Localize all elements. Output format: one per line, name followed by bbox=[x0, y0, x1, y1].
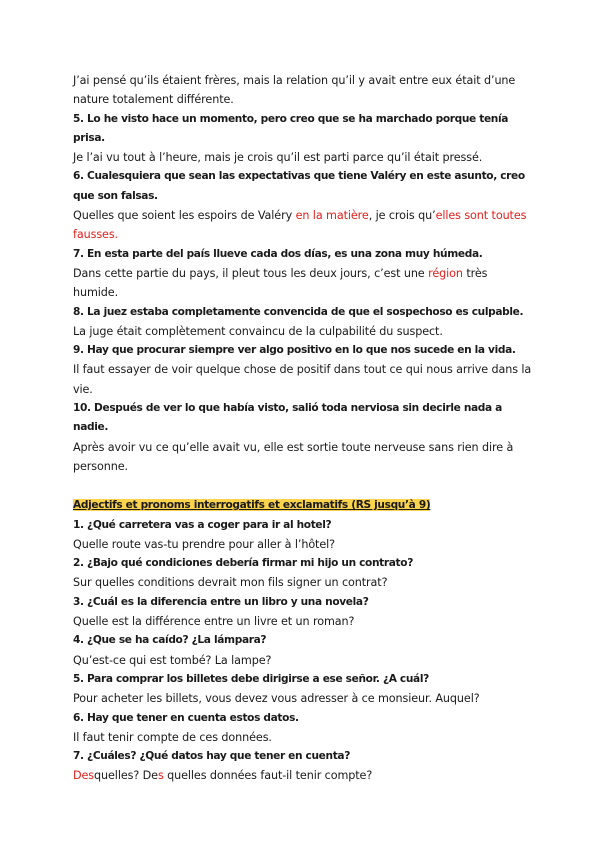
french-translation bbox=[73, 264, 533, 303]
french-translation: La juge était complètement convaincu de la culpabilité du suspect. bbox=[73, 324, 443, 338]
section-heading-row bbox=[73, 495, 533, 515]
spanish-sentence: 10. Después de ver lo que había visto, salió toda nerviosa sin decirle nada a nadie. bbox=[73, 402, 502, 434]
french-translation: Quelle est la différence entre un livre et un roman? bbox=[73, 615, 355, 629]
correction-highlight: elles sont toutes fausses. bbox=[73, 209, 527, 242]
spanish-sentence: 6. Hay que tener en cuenta estos datos. bbox=[73, 711, 299, 724]
translation-text: quelles? De bbox=[94, 769, 158, 783]
spanish-sentence: 5. Para comprar los billetes debe dirigirse a ese señor. ¿A cuál? bbox=[73, 672, 429, 685]
french-translation: Quelle route vas-tu prendre pour aller à l’hôtel? bbox=[73, 537, 335, 551]
spanish-sentence: 7. ¿Cuáles? ¿Qué datos hay que tener en cuenta? bbox=[73, 750, 350, 763]
section-gap bbox=[73, 476, 533, 495]
french-translation: Qu’est-ce qui est tombé? La lampe? bbox=[73, 653, 272, 667]
spanish-sentence: 7. En esta parte del país llueve cada dos días, es una zona muy húmeda. bbox=[73, 247, 483, 260]
french-translation: Sur quelles conditions devrait mon fils signer un contrat? bbox=[73, 576, 388, 590]
french-translation: Il faut essayer de voir quelque chose de positif dans tout ce qui nous arrive dans la vie. bbox=[73, 363, 532, 396]
section-heading: Adjectifs et pronoms interrogatifs et exclamatifs (RS jusqu’à 9) bbox=[73, 499, 431, 512]
spanish-sentence: 3. ¿Cuál es la diferencia entre un libro y una novela? bbox=[73, 595, 369, 608]
correction-highlight: s bbox=[157, 769, 164, 783]
spanish-sentence: 6. Cualesquiera que sean las expectativas que tiene Valéry en este asunto, creo que son falsas. bbox=[73, 170, 525, 202]
translation-section-1 bbox=[73, 71, 533, 476]
translation-text: , je crois qu’ bbox=[368, 209, 436, 223]
french-translation: Je l’ai vu tout à l’heure, mais je crois qu’il est parti parce qu’il était pressé. bbox=[73, 151, 483, 165]
french-translation bbox=[73, 206, 533, 245]
french-translation: J’ai pensé qu’ils étaient frères, mais la relation qu’il y avait entre eux était d’une nature totalement différente. bbox=[73, 74, 516, 107]
correction-highlight: région bbox=[428, 266, 463, 280]
translation-section-2 bbox=[73, 516, 533, 786]
french-translation: Pour acheter les billets, vous devez vous adresser à ce monsieur. Auquel? bbox=[73, 692, 480, 706]
spanish-sentence: 1. ¿Qué carretera vas a coger para ir al hotel? bbox=[73, 518, 332, 531]
translation-text: Dans cette partie du pays, il pleut tous les deux jours, c’est une bbox=[73, 266, 429, 280]
french-translation bbox=[73, 766, 533, 785]
translation-text: quelles données faut-il tenir compte? bbox=[163, 769, 373, 783]
translation-text: très humide. bbox=[73, 266, 488, 300]
spanish-sentence: 5. Lo he visto hace un momento, pero creo que se ha marchado porque tenía prisa. bbox=[73, 112, 509, 144]
french-translation: Après avoir vu ce qu’elle avait vu, elle est sortie toute nerveuse sans rien dire à personne. bbox=[73, 440, 514, 473]
correction-highlight: en la matière bbox=[295, 209, 369, 223]
document-page bbox=[73, 71, 533, 786]
french-translation: Il faut tenir compte de ces données. bbox=[73, 730, 272, 744]
spanish-sentence: 4. ¿Que se ha caído? ¿La lámpara? bbox=[73, 634, 267, 647]
spanish-sentence: 8. La juez estaba completamente convencida de que el sospechoso es culpable. bbox=[73, 305, 524, 318]
spanish-sentence: 2. ¿Bajo qué condiciones debería firmar mi hijo un contrato? bbox=[73, 557, 413, 570]
spanish-sentence: 9. Hay que procurar siempre ver algo positivo en lo que nos sucede en la vida. bbox=[73, 344, 516, 357]
correction-highlight: Des bbox=[73, 769, 95, 783]
translation-text: Quelles que soient les espoirs de Valéry bbox=[73, 209, 296, 223]
